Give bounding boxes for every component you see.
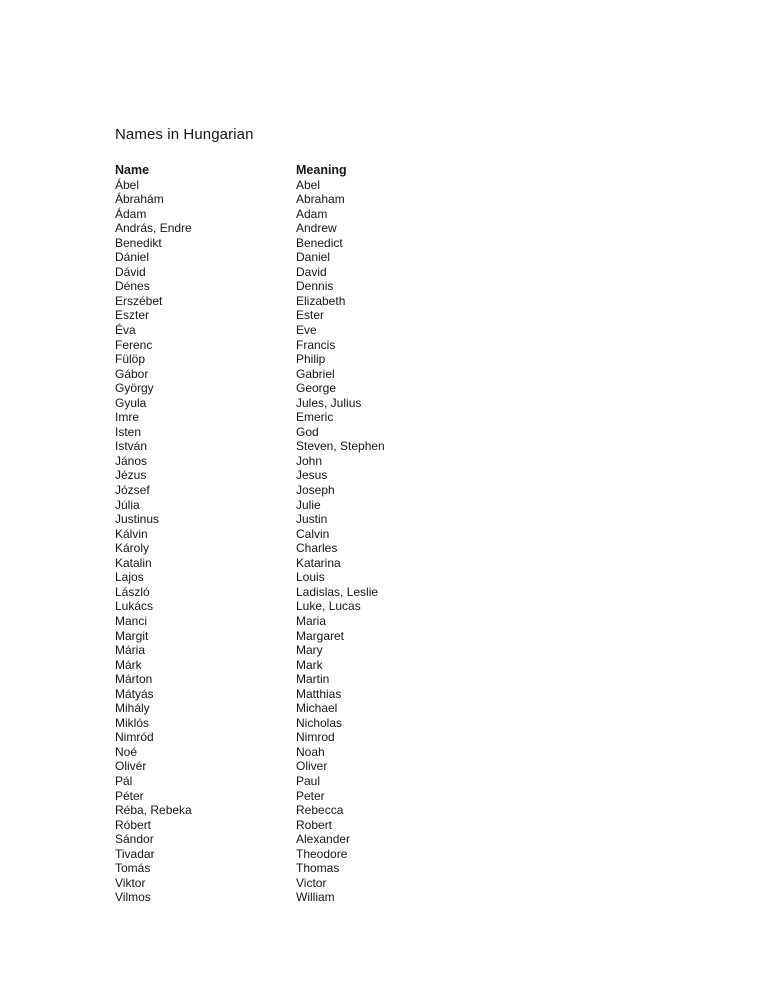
table-row	[115, 818, 385, 833]
name-cell: Viktor	[115, 875, 146, 890]
table-row	[115, 774, 385, 789]
name-cell: Katalin	[115, 555, 152, 570]
name-cell: Lajos	[115, 570, 144, 585]
meaning-cell: Katarina	[296, 555, 341, 570]
meaning-cell: Joseph	[296, 483, 335, 498]
name-cell: Vilmos	[115, 890, 151, 905]
name-cell: Jézus	[115, 468, 147, 483]
meaning-cell: Peter	[296, 788, 325, 803]
name-cell: Fülöp	[115, 352, 146, 367]
name-cell: Olivér	[115, 759, 147, 774]
meaning-cell: Martin	[296, 672, 330, 687]
name-cell: Imre	[115, 410, 139, 425]
meaning-cell: Calvin	[296, 526, 330, 541]
column-header-name: Name	[115, 163, 150, 177]
name-cell: Lukács	[115, 599, 154, 614]
table-row	[115, 614, 385, 629]
names-table	[115, 163, 385, 905]
meaning-cell: Abraham	[296, 192, 345, 207]
table-row	[115, 178, 385, 193]
name-cell: Tivadar	[115, 846, 155, 861]
name-cell: Nimród	[115, 730, 154, 745]
meaning-cell: Mary	[296, 643, 323, 658]
meaning-cell: George	[296, 381, 337, 396]
meaning-cell: Luke, Lucas	[296, 599, 361, 614]
name-cell: Éva	[115, 323, 136, 338]
table-body	[115, 178, 385, 905]
meaning-cell: John	[296, 453, 323, 468]
table-row	[115, 527, 385, 542]
name-cell: János	[115, 453, 148, 468]
meaning-cell: Maria	[296, 613, 327, 628]
meaning-cell: Andrew	[296, 221, 337, 236]
meaning-cell: Nicholas	[296, 715, 343, 730]
meaning-cell: Matthias	[296, 686, 342, 701]
meaning-cell: Gabriel	[296, 366, 335, 381]
table-header-row	[115, 163, 385, 178]
table-row	[115, 847, 385, 862]
meaning-cell: Charles	[296, 541, 338, 556]
table-row	[115, 570, 385, 585]
meaning-cell: Nimrod	[296, 730, 335, 745]
name-cell: Sándor	[115, 832, 154, 847]
meaning-cell: William	[296, 890, 335, 905]
table-row	[115, 832, 385, 847]
meaning-cell: Alexander	[296, 832, 351, 847]
table-row	[115, 265, 385, 280]
name-cell: Márk	[115, 657, 142, 672]
column-header-meaning: Meaning	[296, 163, 347, 177]
name-cell: Mária	[115, 643, 146, 658]
meaning-cell: Francis	[296, 337, 336, 352]
meaning-cell: Justin	[296, 512, 328, 527]
name-cell: Réba, Rebeka	[115, 803, 192, 818]
meaning-cell: Margaret	[296, 628, 345, 643]
meaning-cell: Abel	[296, 177, 321, 192]
name-cell: István	[115, 439, 148, 454]
meaning-cell: Jules, Julius	[296, 395, 362, 410]
table-row	[115, 439, 385, 454]
name-cell: László	[115, 584, 150, 599]
name-cell: Tomás	[115, 861, 151, 876]
meaning-cell: Louis	[296, 570, 325, 585]
table-row	[115, 687, 385, 702]
table-row	[115, 759, 385, 774]
name-cell: Károly	[115, 541, 150, 556]
table-row	[115, 599, 385, 614]
table-row	[115, 629, 385, 644]
meaning-cell: Elizabeth	[296, 293, 346, 308]
name-cell: József	[115, 483, 150, 498]
table-row	[115, 483, 385, 498]
meaning-cell: Mark	[296, 657, 323, 672]
name-cell: Júlia	[115, 497, 140, 512]
name-cell: Kálvin	[115, 526, 148, 541]
name-cell: Eszter	[115, 308, 150, 323]
meaning-cell: God	[296, 424, 319, 439]
table-row	[115, 207, 385, 222]
table-row	[115, 498, 385, 513]
meaning-cell: Michael	[296, 701, 338, 716]
table-row	[115, 221, 385, 236]
meaning-cell: David	[296, 264, 327, 279]
meaning-cell: Benedict	[296, 235, 343, 250]
table-row	[115, 250, 385, 265]
meaning-cell: Noah	[296, 744, 325, 759]
name-cell: Miklós	[115, 715, 150, 730]
name-cell: Margit	[115, 628, 149, 643]
table-row	[115, 381, 385, 396]
meaning-cell: Victor	[296, 875, 327, 890]
table-row	[115, 890, 385, 905]
page-title: Names in Hungarian	[115, 126, 254, 143]
name-cell: Benedikt	[115, 235, 162, 250]
table-row	[115, 352, 385, 367]
table-row	[115, 367, 385, 382]
table-row	[115, 454, 385, 469]
name-cell: Noé	[115, 744, 138, 759]
table-row	[115, 294, 385, 309]
table-row	[115, 585, 385, 600]
meaning-cell: Adam	[296, 206, 328, 221]
table-row	[115, 236, 385, 251]
table-row	[115, 192, 385, 207]
table-row	[115, 308, 385, 323]
meaning-cell: Daniel	[296, 250, 331, 265]
table-row	[115, 876, 385, 891]
name-cell: Ádam	[115, 206, 147, 221]
meaning-cell: Emeric	[296, 410, 334, 425]
meaning-cell: Robert	[296, 817, 333, 832]
name-cell: Róbert	[115, 817, 152, 832]
name-cell: Isten	[115, 424, 142, 439]
name-cell: Pál	[115, 773, 133, 788]
table-row	[115, 338, 385, 353]
table-row	[115, 541, 385, 556]
name-cell: Dániel	[115, 250, 150, 265]
table-row	[115, 672, 385, 687]
table-row	[115, 556, 385, 571]
meaning-cell: Dennis	[296, 279, 334, 294]
meaning-cell: Thomas	[296, 861, 340, 876]
name-cell: Ábrahám	[115, 192, 164, 207]
meaning-cell: Paul	[296, 773, 321, 788]
table-row	[115, 410, 385, 425]
name-cell: Dávid	[115, 264, 146, 279]
name-cell: Márton	[115, 672, 153, 687]
meaning-cell: Oliver	[296, 759, 328, 774]
table-row	[115, 425, 385, 440]
table-row	[115, 468, 385, 483]
meaning-cell: Steven, Stephen	[296, 439, 385, 454]
meaning-cell: Rebecca	[296, 803, 344, 818]
meaning-cell: Julie	[296, 497, 321, 512]
meaning-cell: Theodore	[296, 846, 348, 861]
meaning-cell: Ladislas, Leslie	[296, 584, 379, 599]
table-row	[115, 745, 385, 760]
table-row	[115, 279, 385, 294]
table-row	[115, 803, 385, 818]
name-cell: Dénes	[115, 279, 150, 294]
table-row	[115, 643, 385, 658]
name-cell: Mihály	[115, 701, 150, 716]
table-row	[115, 323, 385, 338]
table-row	[115, 789, 385, 804]
meaning-cell: Ester	[296, 308, 325, 323]
table-row	[115, 512, 385, 527]
name-cell: Gábor	[115, 366, 149, 381]
meaning-cell: Philip	[296, 352, 326, 367]
name-cell: Manci	[115, 613, 148, 628]
name-cell: Mátyás	[115, 686, 154, 701]
table-row	[115, 716, 385, 731]
name-cell: Gyula	[115, 395, 147, 410]
name-cell: András, Endre	[115, 221, 192, 236]
table-row	[115, 730, 385, 745]
table-row	[115, 701, 385, 716]
name-cell: György	[115, 381, 154, 396]
meaning-cell: Jesus	[296, 468, 328, 483]
name-cell: Ferenc	[115, 337, 153, 352]
name-cell: Péter	[115, 788, 144, 803]
name-cell: Justinus	[115, 512, 160, 527]
name-cell: Erszébet	[115, 293, 163, 308]
meaning-cell: Eve	[296, 323, 317, 338]
table-row	[115, 861, 385, 876]
table-row	[115, 396, 385, 411]
table-row	[115, 658, 385, 673]
name-cell: Ábel	[115, 177, 140, 192]
